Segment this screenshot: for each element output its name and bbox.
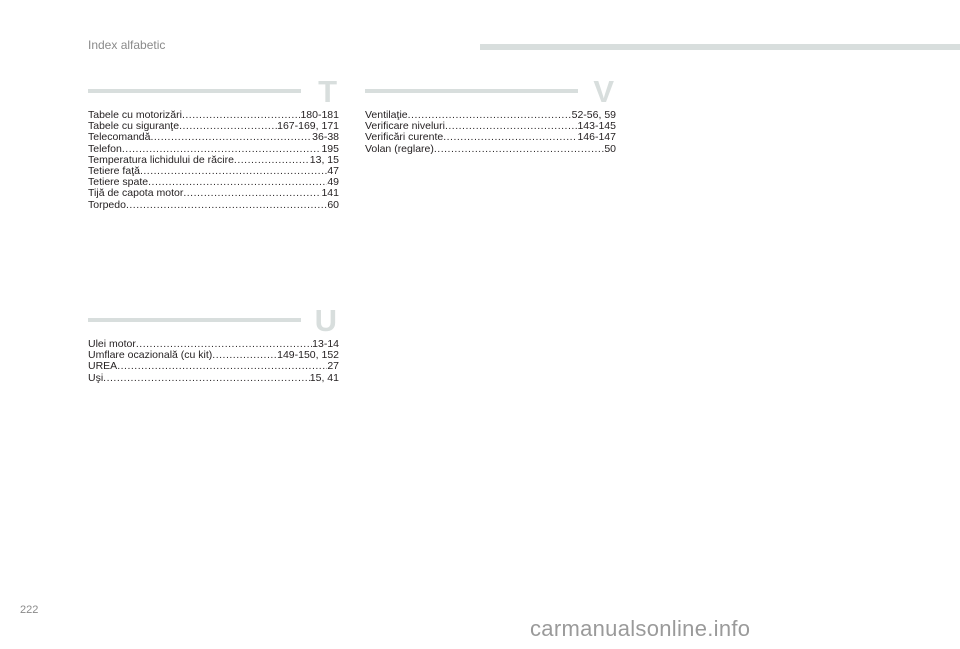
entry-label: Ulei motor bbox=[88, 338, 136, 350]
index-entry bbox=[88, 361, 339, 372]
index-section-u bbox=[88, 303, 339, 384]
dot-leader bbox=[443, 132, 577, 143]
index-section-t bbox=[88, 74, 339, 211]
entry-label: UREA bbox=[88, 360, 118, 373]
entry-page: 13-14 bbox=[312, 338, 339, 350]
dot-leader bbox=[212, 350, 277, 361]
entry-label: Telecomandă bbox=[88, 131, 151, 144]
entry-page: 146-147 bbox=[577, 131, 616, 144]
section-head bbox=[88, 74, 339, 110]
header-bar bbox=[480, 44, 960, 50]
entry-page: 27 bbox=[327, 360, 339, 373]
section-letter: V bbox=[593, 74, 614, 109]
entry-label: Verificări curente bbox=[365, 131, 444, 144]
page-number: 222 bbox=[20, 604, 39, 616]
watermark: carmanualsonline.info bbox=[530, 616, 751, 641]
dot-leader bbox=[434, 144, 604, 155]
entry-label: Temperatura lichidului de răcire bbox=[88, 153, 234, 166]
entry-label: Tetiere faţă bbox=[88, 165, 140, 178]
dot-leader bbox=[126, 200, 327, 211]
section-rule bbox=[88, 89, 301, 93]
entry-label: Tabele cu motorizări bbox=[88, 109, 182, 121]
entry-page: 13, 15 bbox=[309, 153, 339, 166]
section-letter: U bbox=[314, 303, 337, 338]
dot-leader bbox=[103, 373, 310, 384]
entry-page: 180-181 bbox=[300, 109, 339, 121]
section-rule bbox=[365, 89, 578, 93]
section-head bbox=[88, 303, 339, 339]
index-entry bbox=[88, 132, 339, 143]
entry-label: Tabele cu siguranţe bbox=[88, 120, 180, 133]
entry-label: Ventilaţie bbox=[365, 109, 408, 121]
index-entry bbox=[88, 200, 339, 211]
dot-leader bbox=[445, 121, 578, 132]
dot-leader bbox=[150, 132, 312, 143]
dot-leader bbox=[179, 121, 277, 132]
entry-label: Volan (reglare) bbox=[365, 142, 434, 155]
entry-label: Umflare ocazională (cu kit) bbox=[88, 349, 213, 362]
entry-label: Verificare niveluri bbox=[365, 120, 445, 133]
index-entry bbox=[88, 373, 339, 384]
index-entry bbox=[88, 188, 339, 199]
entry-label: Tetiere spate bbox=[88, 176, 149, 189]
index-entry bbox=[88, 350, 339, 361]
entry-label: Telefon bbox=[88, 142, 122, 155]
entry-page: 143-145 bbox=[577, 120, 616, 133]
dot-leader bbox=[234, 155, 310, 166]
section-rule bbox=[88, 318, 301, 322]
entry-page: 49 bbox=[327, 176, 339, 189]
index-entries bbox=[365, 110, 616, 155]
entry-page: 141 bbox=[321, 187, 339, 200]
entry-page: 149-150, 152 bbox=[277, 349, 339, 362]
entry-page: 15, 41 bbox=[309, 371, 339, 384]
entry-page: 52-56, 59 bbox=[571, 109, 616, 121]
entry-page: 50 bbox=[604, 142, 616, 155]
index-entries bbox=[88, 339, 339, 384]
entry-page: 47 bbox=[327, 165, 339, 178]
section-letter: T bbox=[318, 74, 337, 109]
dot-leader bbox=[117, 361, 327, 372]
section-head bbox=[365, 74, 616, 110]
entry-page: 195 bbox=[321, 142, 339, 155]
index-entry bbox=[365, 144, 616, 155]
entry-page: 60 bbox=[327, 198, 339, 211]
page-header-title: Index alfabetic bbox=[88, 38, 166, 52]
entry-page: 36-38 bbox=[312, 131, 339, 144]
dot-leader bbox=[140, 166, 327, 177]
entry-label: Torpedo bbox=[88, 198, 126, 211]
entry-label: Tijă de capota motor bbox=[88, 187, 184, 200]
index-entry bbox=[365, 132, 616, 143]
entry-label: Uşi bbox=[88, 371, 104, 384]
index-section-v bbox=[365, 74, 616, 155]
entry-page: 167-169, 171 bbox=[277, 120, 339, 133]
index-entries bbox=[88, 110, 339, 211]
dot-leader bbox=[183, 188, 321, 199]
